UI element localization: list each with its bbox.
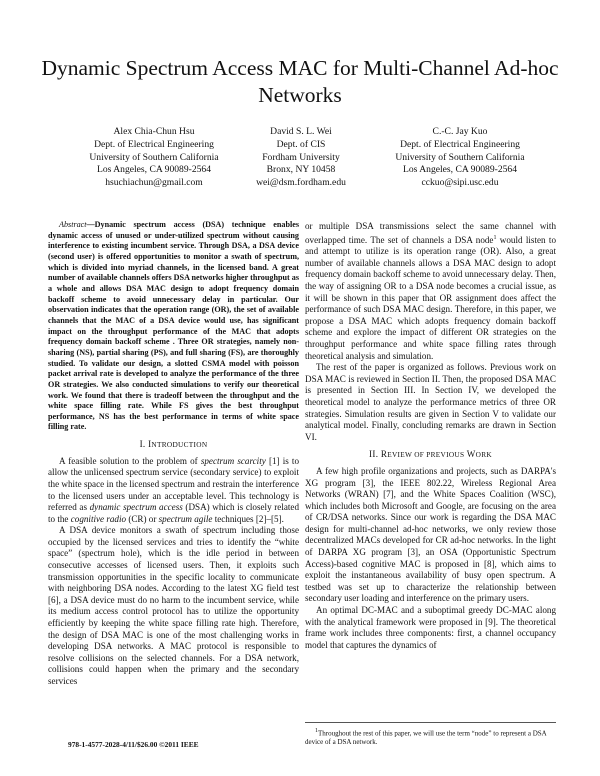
review-paragraph-1: A few high profile organizations and projects, such as DARPA's XG program [3], the IEEE 802.22, Wireless Regional Area Networks (WRAN) [7], and the White Spaces Coalition (WSC), which includes both Microsoft and Google, are focusing on the area of CR/DSA networks. Since our work is regarding the DSA MAC design for multi-channel ad-hoc networks, we only review those decentralized MACs developed for CR ad-hoc networks. In the light of DARPA XG program [3], an OSA (Opportunistic Spectrum Access)-based cognitive MAC is proposed in [8], which aims to exploit the instantaneous availability of busy open spectrum. A testbed was set up to characterize the relationship between secondary user loading and interference on the primary users. — [305, 465, 556, 604]
author-org: University of Southern California — [89, 151, 219, 163]
author-dept: Dept. of Electrical Engineering — [400, 138, 520, 150]
author-name: C.-C. Jay Kuo — [432, 126, 488, 137]
isbn-copyright: 978-1-4577-2028-4/11/$26.00 ©2011 IEEE — [68, 740, 199, 749]
author-email: hsuchiachun@gmail.com — [105, 177, 203, 189]
section-initial: I — [148, 439, 152, 450]
section-number: II. — [369, 449, 379, 460]
intro-paragraph-2: A DSA device monitors a swath of spectrum including those occupied by the licensed services and tries to identify the “white space” (spectrum hole), which is the idle period in between consecutive accesses of licensed users. Then, it exploits such transmission opportunities in the specific locality to communicate with neighboring DSA nodes. According to the latest XG field test [6], a DSA device must do no harm to the incumbent service, while its medium access control protocol has to utilize the opportunity efficiently by keeping the white space filling rate high. Therefore, the design of DSA MAC is one of the most challenging works in developing DSA networks. A MAC protocol is responsible to resolve collisions on the selected channels. For a DSA network, collisions could happen when the primary and the secondary services — [48, 525, 299, 686]
review-paragraph-2: An optimal DC-MAC and a suboptimal greedy DC-MAC along with the analytical framework were proposed in [9]. The theoretical frame work includes three components: first, a channel occupancy model that captures the dynamics of — [305, 605, 556, 650]
footnote-ref: 1 — [493, 234, 497, 241]
paper-title: Dynamic Spectrum Access MAC for Multi-Channel Ad-hoc Networks — [41, 56, 559, 107]
left-column — [48, 220, 299, 688]
author-name: Alex Chia-Chun Hsu — [113, 126, 195, 137]
section-number: I. — [139, 439, 146, 450]
footnote-text: Throughout the rest of this paper, we will use the term “node” to represent a DSA device of a DSA network. — [305, 729, 547, 746]
author-block-2 — [240, 126, 362, 190]
footnote — [305, 722, 556, 747]
author-email: cckuo@sipi.usc.edu — [421, 177, 499, 189]
author-address: Bronx, NY 10458 — [266, 164, 336, 176]
abstract — [48, 220, 299, 433]
intro-paragraph-4: The rest of the paper is organized as follows. Previous work on DSA MAC is reviewed in Section II. Then, the proposed DSA MAC is presented in Section III. In Section IV, we developed the theoretical model to analyze the performance metrics of three OR strategies. Simulation results are given in Section V to validate our analytical model. Finally, concluding remarks are drawn in Section VI. — [305, 362, 556, 442]
section-heading-review: II. REVIEW OF PREVIOUS WORK — [369, 449, 492, 460]
author-org: University of Southern California — [395, 151, 525, 163]
abstract-label: Abstract — [59, 220, 87, 229]
author-dept: Dept. of Electrical Engineering — [94, 138, 214, 150]
author-address: Los Angeles, CA 90089-2564 — [402, 164, 518, 176]
author-email: wei@dsm.fordham.edu — [256, 177, 346, 189]
section-heading-introduction — [48, 439, 299, 451]
intro-paragraph-1: A feasible solution to the problem of spectrum scarcity [1] is to allow the unlicensed spectrum service (secondary service) to exploit the white space in the licensed spectrum and restrain the interference to the licensed users under an acceptable level. This technology is referred as dynamic spectrum access (DSA) which is closely related to the cognitive radio (CR) or spectrum agile techniques [2]–[5]. — [48, 455, 299, 524]
footnote-mark: 1 — [315, 728, 318, 734]
right-column — [305, 221, 556, 651]
author-name: David S. L. Wei — [270, 126, 332, 137]
intro-paragraph-3: or multiple DSA transmissions select the same channel with overlapped time. The set of channels a DSA node$^1$ would listen to and attempt to utilize is its operation range (OR). Also, a great number of available channels allows a DSA MAC design to adopt frequency domain backoff scheme to avoid unnecessary delay. Then, the way of assigning OR to a DSA node becomes a crucial issue, as it will be shown in this paper that OR assignment does affect the performance of such DSA MAC design. Therefore, in this paper, we propose a DSA MAC which adopts frequency domain backoff scheme and explore the impact of different OR strategies on the throughput performance and white space filling rates through theoretical analysis and simulation. — [305, 221, 556, 361]
abstract-text: —Dynamic spectrum access (DSA) technique enables dynamic access of unused or under-utilized spectrum without causing interference to existing incumbent service. Through DSA, a DSA device (second user) is offered opportunities to monitor a swath of spectrum, which is divided into myriad channels, in the licensed band. A great number of available channels offers DSA networks higher throughput as a whole and allows DSA MAC design to adopt frequency domain backoff scheme to avoid unnecessary delay in particular. Our observation indicates that the operation range (OR), the set of available channels that the MAC of a DSA device would use, has significant impact on the throughput performance of the MAC that adopts frequency domain backoff scheme . Three OR strategies, namely non-sharing (NS), partial sharing (PS), and full sharing (FS), are thoroughly studied. To validate our design, a slotted CSMA model with poisson packet arrival rate is developed to analyze the performance of the three OR strategies. We also conducted simulations to verify our theoretical work. We found that there is tradeoff between the throughput and the white space filling rate. While FS gives the best throughput performance, NS has the best performance in terms of white space filling rate. — [48, 220, 299, 432]
section-rest: NTRODUCTION — [151, 440, 208, 450]
author-block-3 — [370, 126, 550, 190]
author-address: Los Angeles, CA 90089-2564 — [96, 164, 212, 176]
author-org: Fordham University — [262, 151, 340, 163]
author-block-1 — [68, 126, 240, 190]
author-dept: Dept. of CIS — [276, 138, 326, 150]
